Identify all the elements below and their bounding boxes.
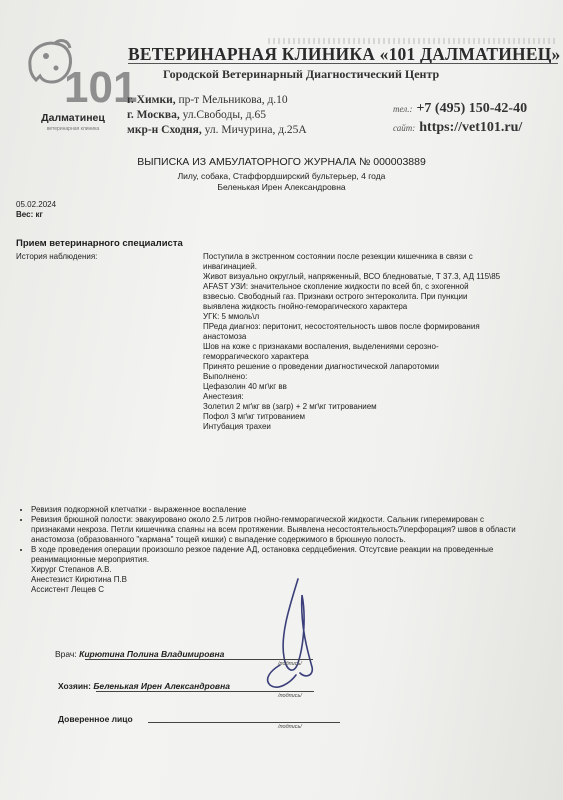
clinic-logo (18, 36, 138, 136)
owner-name: Беленькая Ирен Александровна (93, 681, 230, 691)
visit-date: 05.02.2024 (16, 200, 57, 209)
proxy-label: Доверенное лицо (58, 714, 133, 724)
phone-line (393, 100, 527, 117)
observation-line: Интубация трахеи (203, 422, 271, 431)
address-street: ул.Свободы, д.65 (182, 109, 267, 121)
phone-label: тел.: (393, 104, 413, 114)
observation-line: Цефазолин 40 мг\кг вв (203, 382, 287, 391)
address-city: г. Химки, (127, 94, 176, 106)
observation-text (203, 252, 503, 432)
owner-line (96, 691, 314, 692)
address-1 (127, 94, 288, 106)
team-member: Анестезист Кирютина П.В (31, 575, 128, 584)
observation-line: Золетил 2 мг\кг вв (загр) + 2 мг\кг титрованием (203, 402, 377, 411)
owner-label: Хозяин: (58, 681, 92, 691)
dalmatian-logo-icon (24, 36, 138, 112)
observation-line: Выполнено: (203, 372, 248, 381)
surgery-bullet: • В ходе проведения операции произошло резкое падение АД, остановка сердцебиения. Отсутсвие реакции на проведенные реанимационные мероприятия. (31, 545, 522, 565)
doctor-label: Врач: (55, 649, 77, 659)
history-label: История наблюдения: (16, 252, 98, 261)
observation-line: ПРеда диагноз: перитонит, несостоятельность швов после формирования анастомоза (203, 322, 480, 341)
team-member: Хирург Степанов А.В. (31, 565, 112, 574)
doctor-signature-row (55, 649, 224, 659)
surgery-bullet: • Ревизия подкоржной клетчатки - выраженное воспаление (31, 505, 522, 515)
header-divider (128, 63, 558, 64)
section-title: Прием ветеринарного специалиста (16, 238, 183, 249)
observation-line: Живот визуально округлый, напряженный, ВСО бледноватые, Т 37.3, АД 115\85 (203, 272, 501, 281)
address-3 (127, 124, 307, 136)
observation-line: AFAST УЗИ: значительное скопление жидкости по всей бп, с эхогенной взвесью. Свободный газ. Признаки острого энтероколита. При пункции выявлена жидкость гнойно-геморагического характера (203, 282, 469, 311)
patient-info: Лилу, собака, Стаффордширский бультерьер, 4 года (177, 171, 386, 181)
doctor-name: Кирютина Полина Владимировна (79, 649, 225, 659)
handwritten-signature (250, 575, 340, 695)
sign-caption: /подпись/ (278, 693, 302, 699)
site-url: https://vet101.ru/ (419, 120, 523, 135)
brand-name: Далматинец (41, 112, 105, 124)
sign-caption: /подпись/ (278, 724, 302, 730)
svg-text:101: 101 (64, 63, 138, 112)
observation-line: Пофол 3 мг\кг титрованием (203, 412, 306, 421)
site-label: сайт: (393, 123, 416, 133)
observation-line: УГК: 5 ммоль\л (203, 312, 260, 321)
owner-info: Беленькая Ирен Александровна (217, 182, 346, 192)
observation-line: Поступила в экстренном состоянии после резекции кишечника в связи с инвагинацией. (203, 252, 473, 271)
clinic-title: ВЕТЕРИНАРНАЯ КЛИНИКА «101 ДАЛМАТИНЕЦ» (128, 44, 561, 64)
address-city: мкр-н Сходня, (127, 124, 202, 136)
team-member: Ассистент Лещев С (31, 585, 105, 594)
doctor-line (85, 659, 313, 660)
address-2 (127, 109, 266, 121)
observation-line: Анестезия: (203, 392, 244, 401)
site-line (393, 119, 522, 136)
observation-line: Шов на коже с признаками воспаления, выделениями серозно-геморрагического характера (203, 342, 439, 361)
address-street: ул. Мичурина, д.25А (204, 124, 307, 136)
address-street: пр-т Мельникова, д.10 (178, 94, 288, 106)
clinic-subtitle: Городской Ветеринарный Диагностический Центр (163, 67, 440, 81)
phone-number: +7 (495) 150-42-40 (416, 101, 528, 116)
brand-subtitle: ветеринарная клиника (46, 126, 100, 132)
observation-line: Принято решение о проведении диагностической лапаротомии (203, 362, 439, 371)
owner-signature-row (58, 681, 230, 691)
sign-caption: /подпись/ (278, 661, 302, 667)
proxy-line (148, 722, 340, 723)
weight: Вес: кг (16, 210, 43, 219)
document-title: ВЫПИСКА ИЗ АМБУЛАТОРНОГО ЖУРНАЛА № 000003889 (137, 156, 426, 168)
surgery-bullet: • Ревизия брюшной полости: эвакуировано около 2.5 литров гнойно-гемморагической жидкости. Сальник гиперемирован с признаками некроза. Петли кишечника спаяны на всем протяжении. Выявлена несостоятельность?\перфорация? швов в области анастомоза (образованного "кармана" тощей кишки) с выпадение содержимого в брюшную полость. (31, 515, 522, 545)
address-city: г. Москва, (127, 109, 180, 121)
